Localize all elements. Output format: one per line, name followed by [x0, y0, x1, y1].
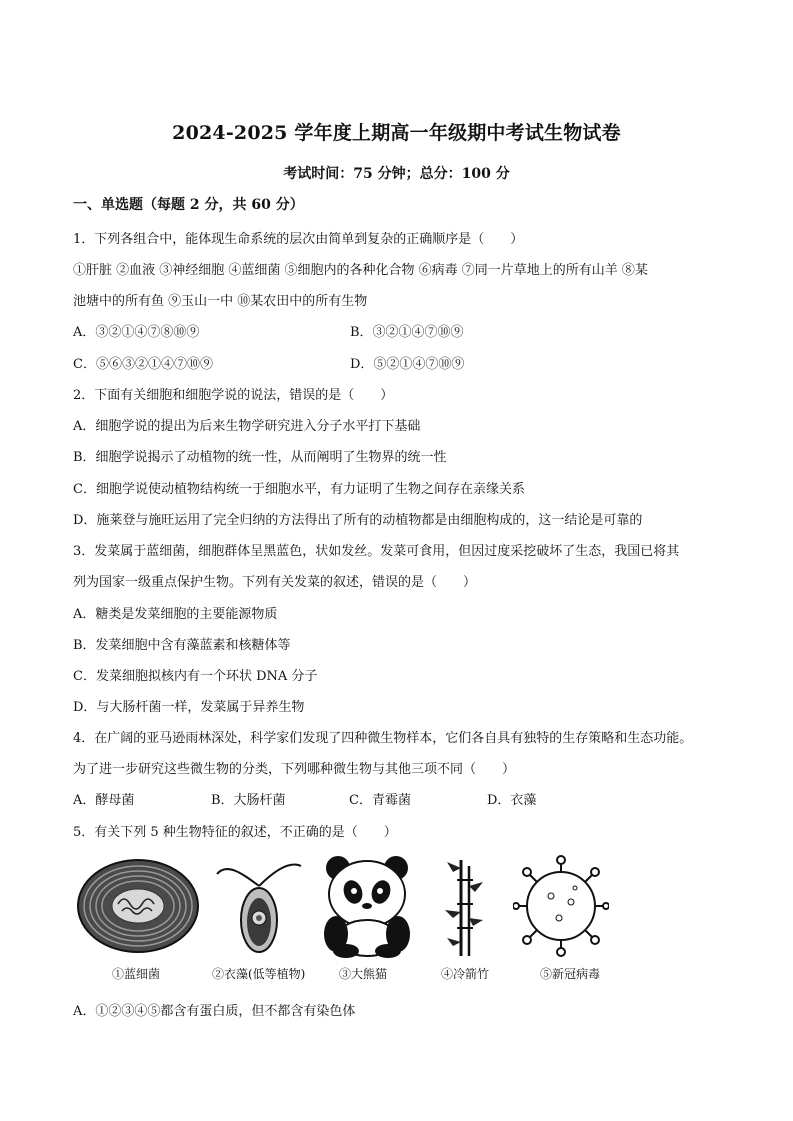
q4-stem-line1: 4．在广阔的亚马逊雨林深处，科学家们发现了四种微生物样本，它们各自具有独特的生存策略和生态功能。: [73, 731, 693, 746]
q2-stem: 2．下面有关细胞和细胞学说的说法，错误的是（ ）: [73, 388, 394, 403]
caption-panda: ③大熊猫: [339, 967, 388, 981]
q1-items-line2: 池塘中的所有鱼 ⑨玉山一中 ⑩某农田中的所有生物: [73, 294, 368, 309]
q3-option-c: C．发菜细胞拟核内有一个环状 DNA 分子: [73, 669, 318, 684]
q2-option-b: B．细胞学说揭示了动植物的统一性，从而阐明了生物界的统一性: [73, 450, 447, 465]
q1-stem: 1．下列各组合中，能体现生命系统的层次由简单到复杂的正确顺序是（ ）: [73, 232, 524, 247]
caption-chlamydomonas: ②衣藻(低等植物): [212, 967, 306, 981]
q3-stem-line1: 3．发菜属于蓝细菌，细胞群体呈黑蓝色，状如发丝。发菜可食用，但因过度采挖破坏了生态，我国已将其: [73, 544, 680, 559]
bamboo-figure: [441, 856, 485, 960]
q1-option-b: B．③②①④⑦⑩⑨: [350, 325, 464, 340]
q4-stem-line2: 为了进一步研究这些微生物的分类，下列哪种微生物与其他三项不同（ ）: [73, 762, 516, 777]
q3-option-b: B．发菜细胞中含有藻蓝素和核糖体等: [73, 638, 291, 653]
chlamydomonas-figure: [213, 856, 305, 960]
panda-figure: [322, 854, 412, 958]
q3-option-d: D．与大肠杆菌一样，发菜属于异养生物: [73, 700, 305, 715]
q1-option-a: A．③②①④⑦⑧⑩⑨: [73, 325, 200, 340]
q3-option-a: A．糖类是发菜细胞的主要能源物质: [73, 607, 278, 622]
exam-title: 2024-2025 学年度上期高一年级期中考试生物试卷: [172, 122, 621, 144]
q5-option-a: A．①②③④⑤都含有蛋白质，但不都含有染色体: [73, 1004, 356, 1019]
q2-option-c: C．细胞学说使动植物结构统一于细胞水平，有力证明了生物之间存在亲缘关系: [73, 482, 525, 497]
exam-info: 考试时间：75 分钟；总分：100 分: [283, 166, 510, 182]
q2-option-d: D．施莱登与施旺运用了完全归纳的方法得出了所有的动植物都是由细胞构成的，这一结论是可靠的: [73, 513, 643, 528]
q4-option-c: C．青霉菌: [349, 793, 411, 808]
q2-option-a: A．细胞学说的提出为后来生物学研究进入分子水平打下基础: [73, 419, 421, 434]
q5-stem: 5．有关下列 5 种生物特征的叙述，不正确的是（ ）: [73, 825, 397, 840]
q4-option-b: B．大肠杆菌: [211, 793, 286, 808]
caption-coronavirus: ⑤新冠病毒: [540, 967, 601, 981]
q1-items-line1: ①肝脏 ②血液 ③神经细胞 ④蓝细菌 ⑤细胞内的各种化合物 ⑥病毒 ⑦同一片草地上的所有山羊 ⑧某: [73, 263, 648, 278]
section-heading: 一、单选题（每题 2 分，共 60 分）: [73, 197, 304, 213]
caption-cyanobacteria: ①蓝细菌: [112, 967, 161, 981]
q4-option-a: A．酵母菌: [73, 793, 135, 808]
cyanobacteria-figure: [76, 856, 200, 956]
caption-bamboo: ④冷箭竹: [441, 967, 490, 981]
q4-option-d: D．衣藻: [487, 793, 537, 808]
q1-option-d: D．⑤②①④⑦⑩⑨: [350, 357, 465, 372]
coronavirus-figure: [513, 854, 609, 958]
q1-option-c: C．⑤⑥③②①④⑦⑩⑨: [73, 357, 213, 372]
q3-stem-line2: 列为国家一级重点保护生物。下列有关发菜的叙述，错误的是（ ）: [73, 575, 477, 590]
